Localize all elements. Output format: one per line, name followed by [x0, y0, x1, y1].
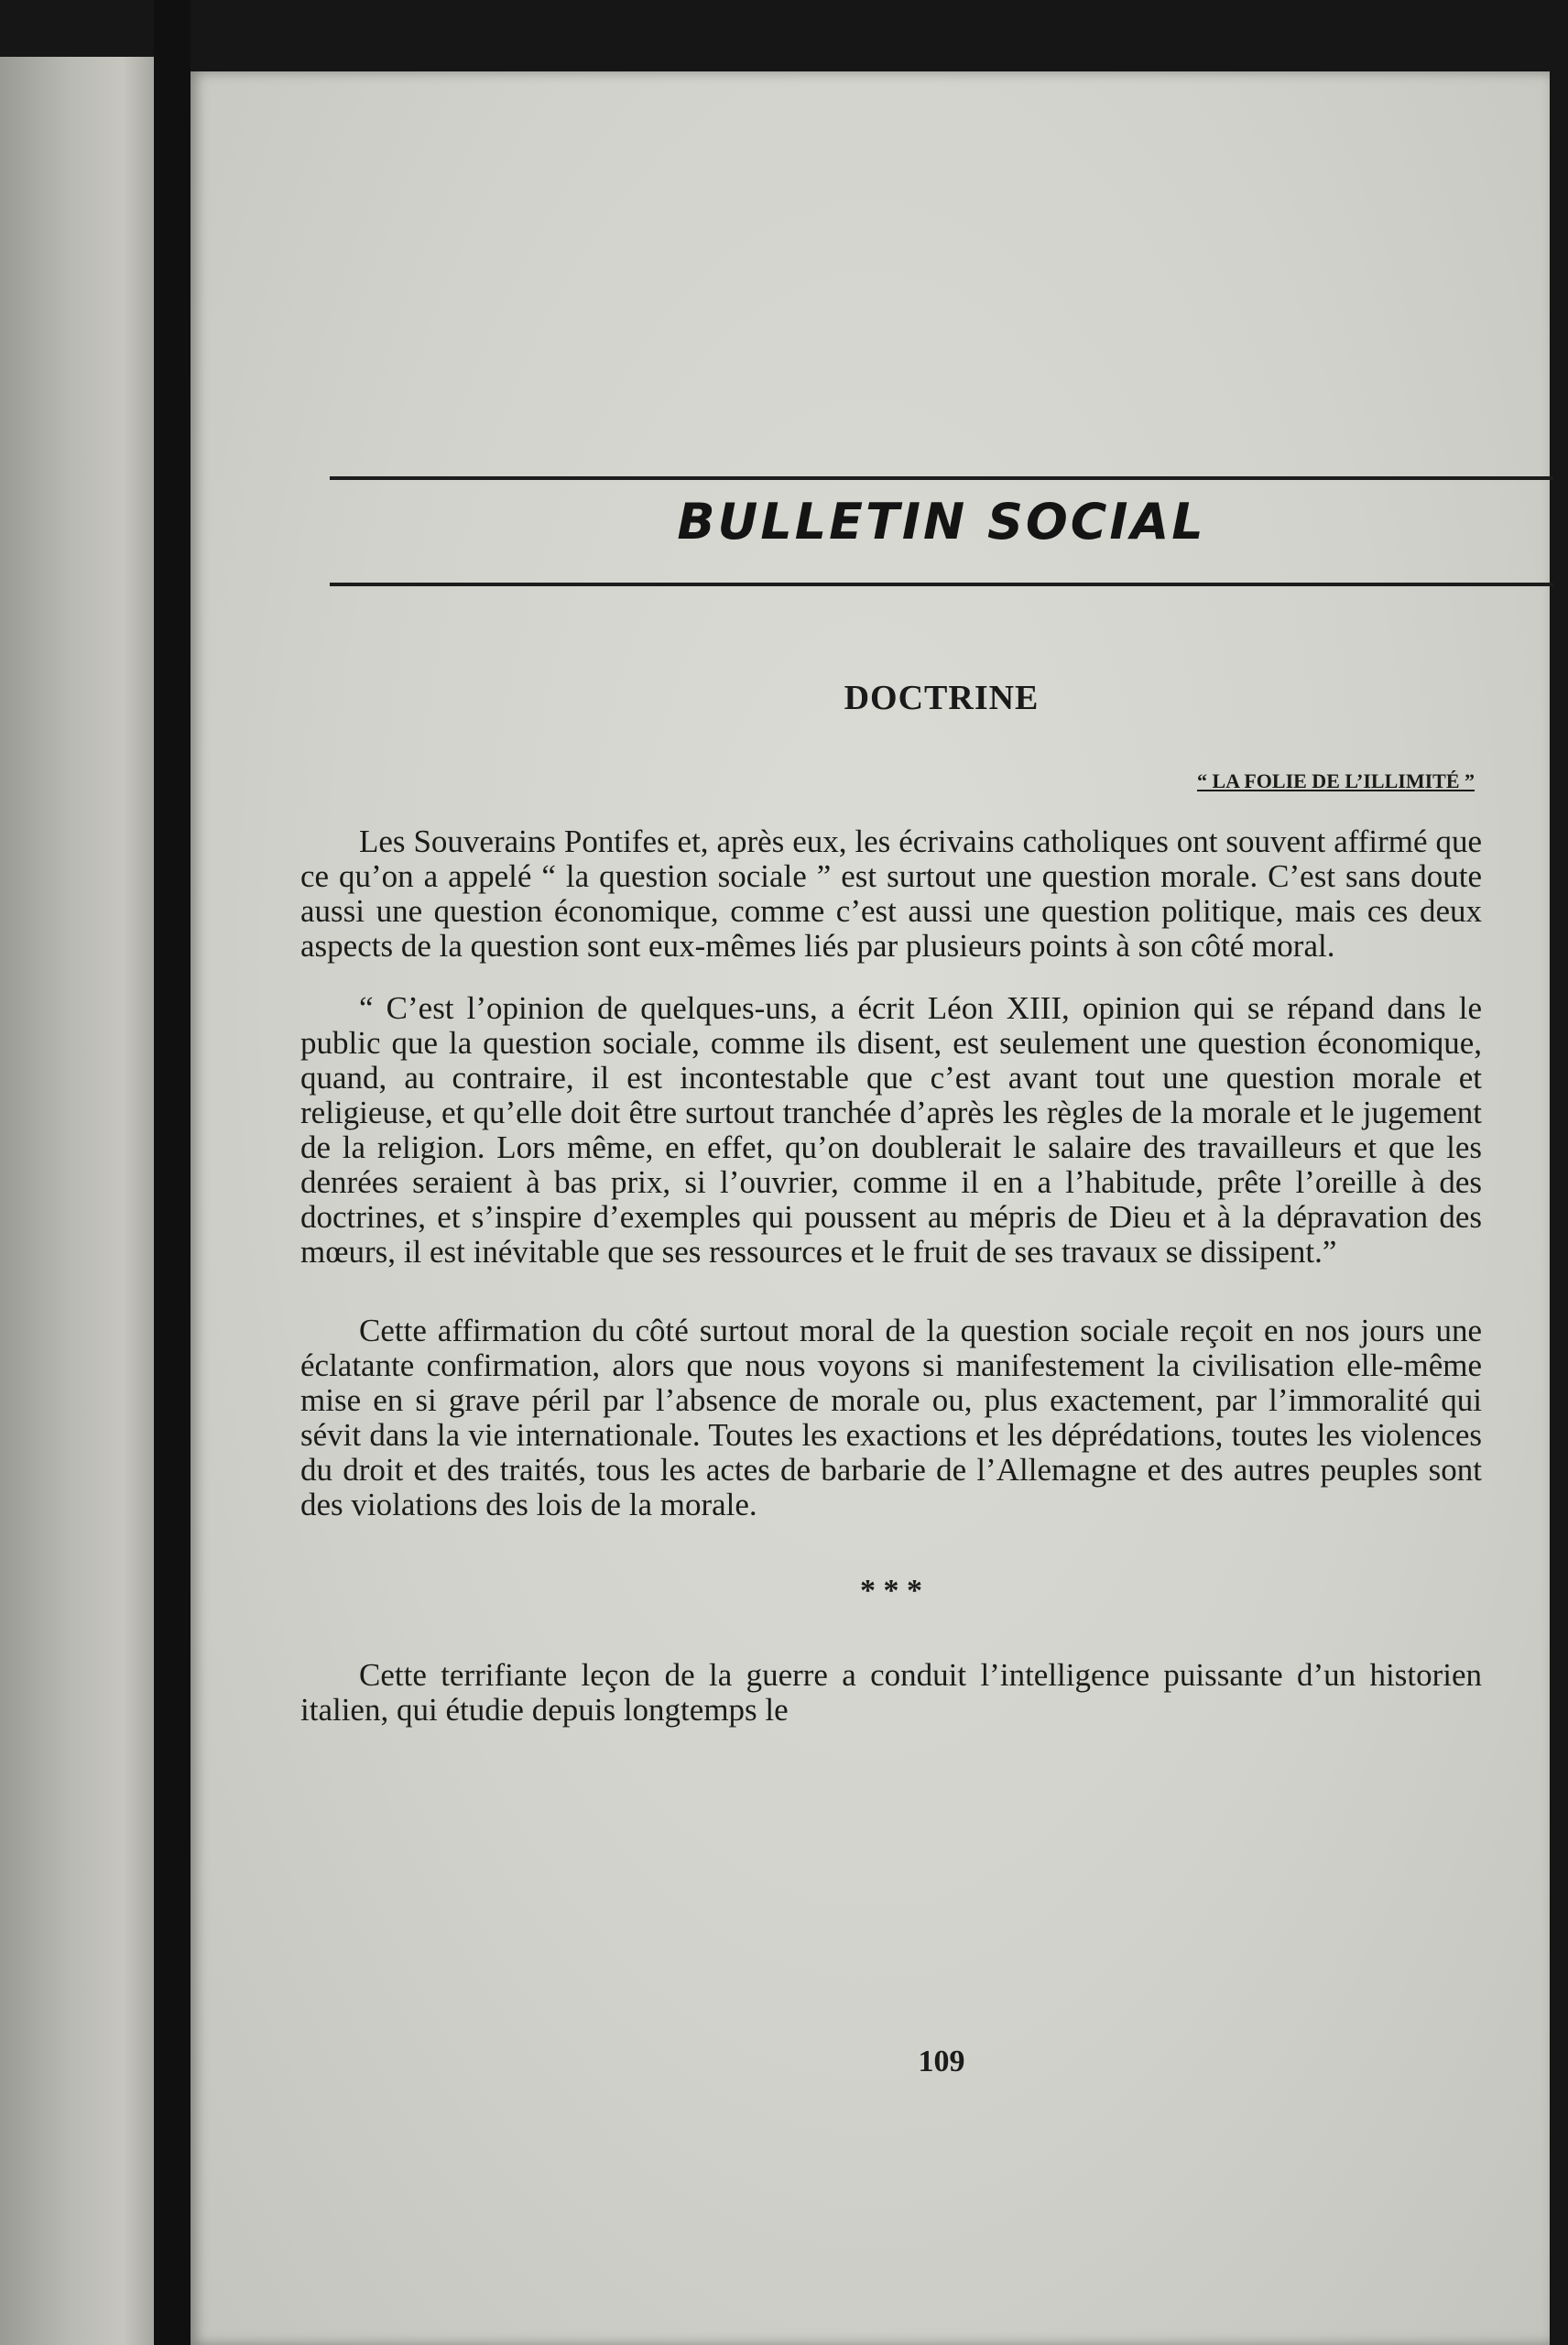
- quotation-paragraph: “ C’est l’opinion de quelques-uns, a écrit Léon XIII, opinion qui se répand dans le public que la question sociale, comme ils disent, est seulement une question économique, quand, au contraire, il est incontestable que c’est avant tout une question morale et religieuse, et qu’elle doit être surtout tranchée d’après les règles de la morale et le jugement de la religion. Lors même, en effet, qu’on doublerait le salaire des travailleurs et que les denrées seraient à bas prix, si l’ouvrier, comme il en a l’habitude, prête l’oreille à des doctrines, et s’inspire d’exemples qui poussent au mépris de Dieu et à la dépravation des mœurs, il est inévitable que ses ressources et le fruit de ses travaux se dissipent.”: [300, 990, 1482, 1270]
- banner-rule-bottom: [330, 583, 1553, 586]
- paragraph: Les Souverains Pontifes et, après eux, les écrivains catholiques ont souvent affirmé que ce qu’on a appelé “ la question sociale ” est surtout une question morale. C’est sans doute aussi une question économique, comme c’est aussi une question politique, mais ces deux aspects de la question sont eux-mêmes liés par plusieurs points à son côté moral.: [300, 823, 1482, 964]
- banner-rule-top: [330, 476, 1553, 480]
- facing-page-edge: [0, 57, 154, 2345]
- section-separator: * * *: [860, 1574, 922, 1608]
- book-gutter: [154, 0, 191, 2345]
- document-page: [191, 71, 1550, 2345]
- section-heading: DOCTRINE: [844, 679, 1040, 717]
- page-number: 109: [918, 2045, 965, 2078]
- article-body: [300, 824, 1482, 1755]
- article-subtitle: “ LA FOLIE DE L’ILLIMITÉ ”: [1197, 769, 1475, 792]
- bulletin-title: BULLETIN SOCIAL: [677, 493, 1206, 551]
- paragraph: Cette terrifiante leçon de la guerre a conduit l’intelligence puissante d’un historien italien, qui étudie depuis longtemps le: [300, 1657, 1482, 1728]
- paragraph: Cette affirmation du côté surtout moral de la question sociale reçoit en nos jours une éclatante confirmation, alors que nous voyons si manifestement la civilisation elle-même mise en si grave péril par l’absence de morale ou, plus exactement, par l’immoralité qui sévit dans la vie internationale. Toutes les exactions et les déprédations, toutes les violences du droit et des traités, tous les actes de barbarie de l’Allemagne et des autres peuples sont des violations des lois de la morale.: [300, 1313, 1482, 1522]
